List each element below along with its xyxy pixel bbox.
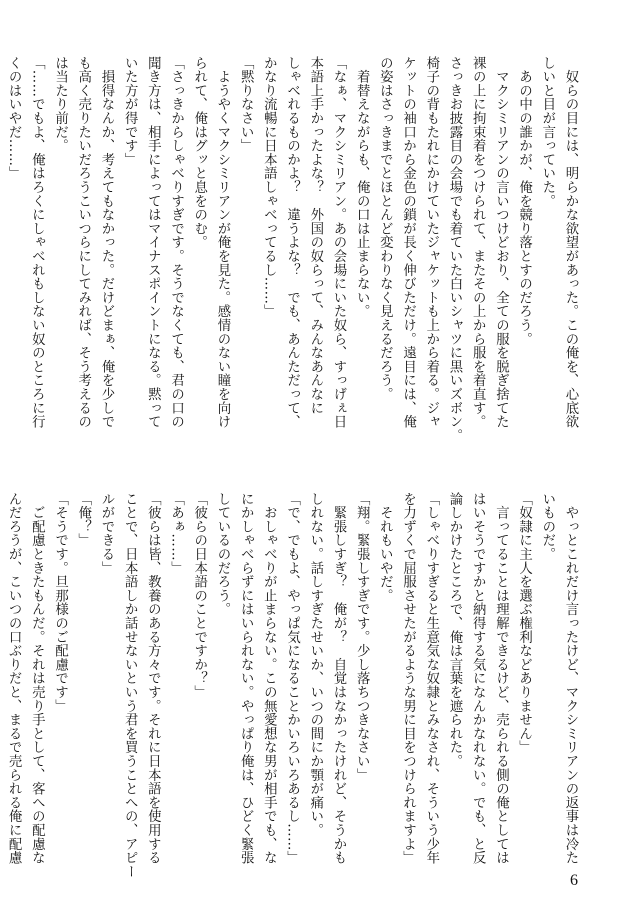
text-line: 裸の上に拘束着をつけられて、またその上から服を着直す。	[470, 56, 486, 429]
text-line: ケットの袖口から金色の鎖が長く伸びただけ。遠目には、俺	[400, 56, 416, 429]
text-line: しているのだろう。	[214, 492, 230, 617]
text-line: 「あぁ……」	[168, 492, 184, 575]
text-line: 奴らの目には、明らかな欲望があった。この俺を、心底欲	[563, 56, 578, 429]
text-line: 言ってることは理解できるけど、売られる側の俺としては	[493, 492, 509, 865]
text-line: は当たり前だ。	[52, 56, 68, 153]
text-line: 損得なんか、考えてもなかった。だけどまぁ、俺を少しで	[98, 56, 114, 429]
text-line: いた方が得です」	[122, 56, 138, 167]
text-line: マクシミリアンの言いつけどおり、全ての服を脱ぎ捨てた	[493, 56, 509, 429]
text-line: しれない。話しすぎたせいか、いつの間にか顎が痛い。	[307, 492, 323, 837]
text-line: 「彼らの日本語のことですか？」	[191, 492, 207, 699]
text-line: かなり流暢に日本語しゃべってるし……」	[261, 56, 277, 319]
text-line: 「さっきからしゃべりすぎです。そうでなくても、君の口の	[168, 56, 184, 429]
text-line: にかしゃべらずにはいられない。やっぱり俺は、ひどく緊張	[238, 492, 254, 865]
text-line: を力ずくで屈服させたがるような男に目をつけられますよ」	[400, 492, 416, 865]
text-line: くのはいやだ……」	[6, 56, 22, 181]
text-line: 「翔。緊張しすぎです。少し落ちつきなさい」	[354, 492, 370, 782]
text-line: ようやくマクシミリアンが俺を見た。感情のない瞳を向け	[214, 56, 230, 429]
page-number: 6	[570, 872, 578, 889]
text-block-upper	[6, 56, 582, 456]
text-line: あの中の誰かが、俺を競り落とすのだろう。	[516, 56, 532, 346]
text-line: んだろうが、こいつの口ぶりだと、まるで売られる俺に配慮	[6, 492, 22, 865]
text-line: 「奴隷に主人を選ぶ権利などありません」	[516, 492, 532, 755]
text-line: 論しかけたところで、俺は言葉を遮られた。	[446, 492, 462, 768]
text-line: おしゃべりが止まらない。この無愛想な男が相手でも、な	[261, 492, 277, 865]
text-line: 本語上手かったよな？ 外国の奴らって、みんなあんなに	[307, 56, 323, 415]
text-line: しゃべれるものかよ？ 違うよな？ でも、あんただって、	[284, 56, 300, 429]
text-line: 「しゃべりすぎると生意気な奴隷とみなされ、そういう少年	[423, 492, 439, 865]
text-line: 聞き方は、相手によってはマイナスポイントになる。黙って	[145, 56, 161, 429]
text-line: 「そうです。旦那様のご配慮です」	[52, 492, 68, 713]
text-line: はいそうですかと納得する気になんかなれない。でも、と反	[470, 492, 486, 865]
text-line: やっとこれだけ言ったけど、マクシミリアンの返事は冷た	[563, 492, 578, 865]
text-line: ことで、日本語しか話せないという君を買うことへの、アピー	[122, 492, 138, 879]
text-line: しいと目が言っていた。	[539, 56, 555, 208]
text-line: 椅子の背もたれにかけていたジャケットも上から着る。ジャ	[423, 56, 439, 429]
text-line: ご配慮ときたもんだ。それは売り手として、客への配慮な	[29, 492, 45, 865]
text-line: られて、俺はグッと息をのむ。	[191, 56, 207, 250]
text-line: 着替えながらも、俺の口は止まらない。	[354, 56, 370, 319]
text-line: 「俺？」	[75, 492, 91, 548]
text-line: 「黙りなさい」	[238, 56, 254, 153]
text-line: 「彼らは皆、教養のある方々です。それに日本語を使用する	[145, 492, 161, 865]
text-block-lower	[6, 492, 582, 892]
text-line: の姿はさっきまでとほとんど変わりなく見えるだろう。	[377, 56, 393, 401]
text-line: 「で、でもよ、やっぱ気になることかいろいろあるし……」	[284, 492, 300, 865]
text-line: 「なぁ、マクシミリアン。あの会場にいた奴ら、すっげぇ日	[330, 56, 346, 429]
text-line: も高く売りたいだろうこいつらにしてみれば、そう考えるの	[75, 56, 91, 429]
text-line: いものだ。	[539, 492, 555, 561]
text-line: さっきお披露目の会場でも着ていた白いシャツに黒いズボン。	[446, 56, 462, 443]
text-line: 「……でもよ、俺はろくにしゃべれもしない奴のところに行	[29, 56, 45, 429]
text-line: ルができる」	[98, 492, 114, 575]
text-line: それもいやだ。	[377, 492, 393, 603]
text-line: 緊張しすぎ？ 俺が？ 自覚はなかったけれど、そうかも	[330, 492, 346, 865]
